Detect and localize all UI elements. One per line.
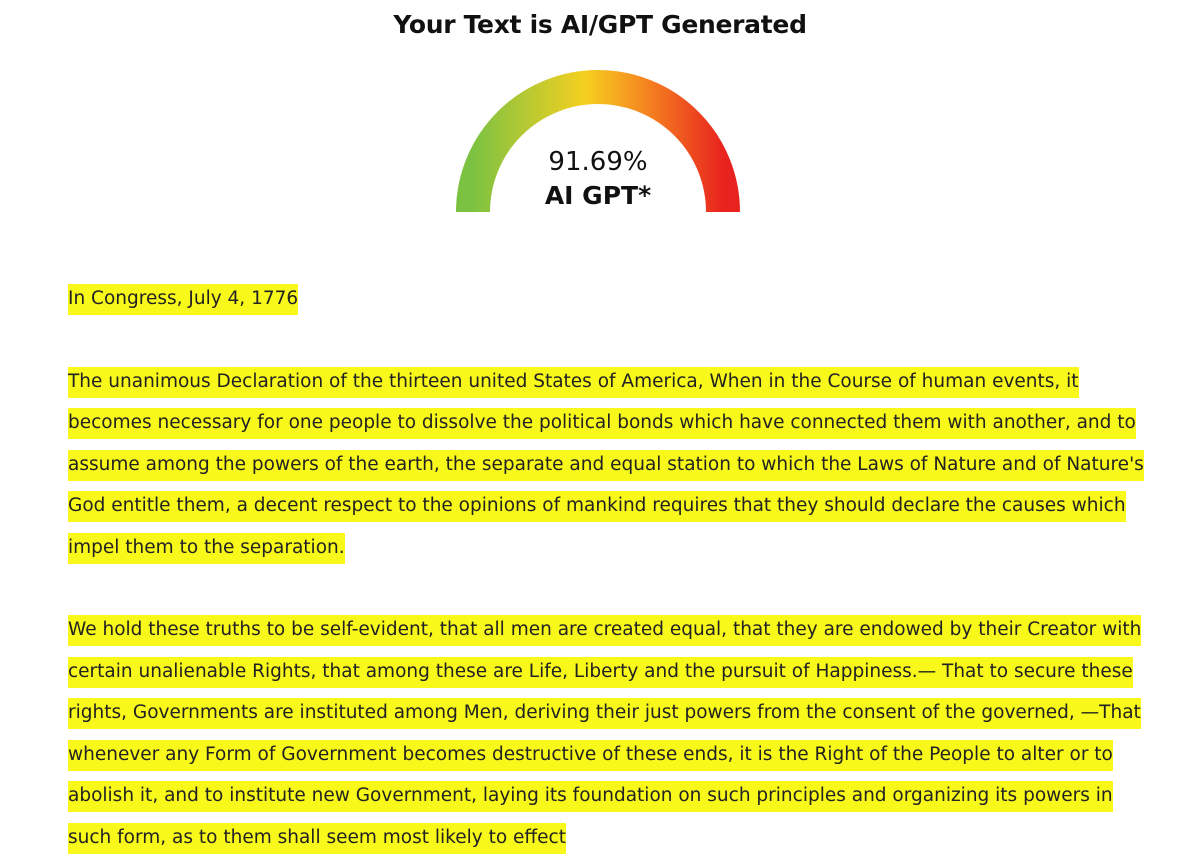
highlighted-text: The unanimous Declaration of the thirteen united States of America, When in the Course of human events, it becomes necessary for one people to dissolve the political bonds which have connected them with another, and to assume among the powers of the earth, the separate and equal station to which the Laws of Nature and of Nature's God entitle them, a decent respect to the opinions of mankind requires that they should declare the causes which impel them to the separation. bbox=[68, 367, 1144, 564]
text-paragraph bbox=[68, 609, 1148, 858]
text-paragraph bbox=[68, 361, 1148, 569]
ai-score-label: AI GPT* bbox=[544, 181, 652, 210]
page-title: Your Text is AI/GPT Generated bbox=[393, 10, 807, 39]
highlighted-text: We hold these truths to be self-evident, that all men are created equal, that they are endowed by their Creator with certain unalienable Rights, that among these are Life, Liberty and the pursuit of Happiness.— That to secure these rights, Governments are instituted among Men, deriving their just powers from the consent of the governed, —That whenever any Form of Government becomes destructive of these ends, it is the Right of the People to alter or to abolish it, and to institute new Government, laying its foundation on such principles and organizing its powers in such form, as to them shall seem most likely to effect bbox=[68, 615, 1141, 854]
text-paragraph bbox=[68, 278, 1148, 320]
analyzed-text bbox=[68, 278, 1148, 858]
highlighted-text: In Congress, July 4, 1776 bbox=[68, 284, 298, 315]
ai-score-gauge bbox=[455, 70, 740, 220]
ai-score-percent: 91.69% bbox=[548, 147, 648, 177]
